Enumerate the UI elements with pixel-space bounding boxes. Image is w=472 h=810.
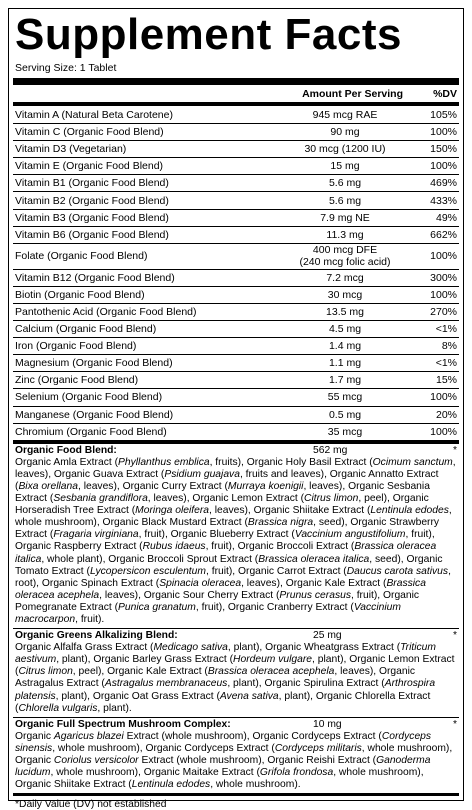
nutrient-amount: 5.6 mg [328,177,362,190]
nutrient-amount: 13.5 mg [326,305,364,318]
blend-dv: * [452,718,457,730]
nutrient-row [13,243,459,269]
blend-header [15,630,457,642]
nutrient-row [13,371,459,388]
nutrient-name: Vitamin E (Organic Food Blend) [15,160,164,173]
nutrient-amount: 5.6 mg [328,194,362,207]
blend-ingredients: Organic Agaricus blazei Extract (whole mushroom), Organic Cordyceps Extract (Cordyceps sinensis, whole mushroom), Organic Cordyceps Extract (Cordyceps militaris, whole mushroom), Organic Coriolus versicolor Extract (whole mushroom), Organic Reishi Extract (Ganoderma lucidum, whole mushroom), Organic Maitake Extract (Grifola frondosa, whole mushroom), Organic Shiitake Extract (Lentinula edodes, whole mushroom). [15,730,453,791]
nutrient-dv: 433% [430,194,457,207]
nutrient-name: Folate (Organic Food Blend) [15,250,148,263]
nutrient-amount: 0.5 mg [328,408,362,421]
nutrient-row [13,157,459,174]
column-header [15,85,457,102]
nutrient-row [13,388,459,405]
nutrient-name: Vitamin B6 (Organic Food Blend) [15,228,169,241]
blend-header [15,719,457,731]
nutrient-dv: 15% [435,374,457,387]
nutrient-name: Vitamin D3 (Vegetarian) [15,143,127,156]
nutrient-name: Vitamin B12 (Organic Food Blend) [15,271,175,284]
nutrient-dv: 300% [430,271,457,284]
nutrient-amount: 11.3 mg [326,228,364,241]
nutrient-name: Magnesium (Organic Food Blend) [15,357,173,370]
blend-amount: 10 mg [313,718,342,730]
nutrient-row [13,174,459,191]
nutrient-dv: 8% [441,340,457,353]
nutrient-row [13,406,459,423]
nutrient-dv: 469% [430,177,457,190]
blend-name: Organic Greens Alkalizing Blend: [15,630,178,642]
blend-section [13,628,459,717]
nutrient-name: Calcium (Organic Food Blend) [15,323,157,336]
nutrient-row [13,191,459,208]
nutrient-dv: 100% [430,425,457,438]
nutrient-row [13,123,459,140]
nutrient-dv: 20% [435,408,457,421]
amount-header: Amount Per Serving [302,87,403,100]
nutrient-dv: 150% [430,143,457,156]
nutrient-row [13,354,459,371]
blend-dv: * [452,630,457,642]
nutrient-row [13,337,459,354]
nutrient-row [13,286,459,303]
nutrient-dv: 100% [430,160,457,173]
nutrient-row [13,226,459,243]
nutrient-amount: 90 mg [330,126,360,139]
nutrient-row [13,209,459,226]
blend-section [13,717,459,794]
nutrient-name: Chromium (Organic Food Blend) [15,425,167,438]
nutrient-amount: 945 mcg RAE [312,108,378,121]
nutrient-name: Zinc (Organic Food Blend) [15,374,139,387]
blend-dv: * [452,444,457,456]
nutrient-dv: 662% [430,228,457,241]
blend-name: Organic Food Blend: [15,444,117,456]
nutrient-dv: 100% [430,288,457,301]
nutrient-amount: 55 mcg [327,391,363,404]
nutrient-dv: 100% [430,250,457,263]
nutrient-amount: 1.4 mg [328,340,362,353]
blend-name: Organic Full Spectrum Mushroom Complex: [15,718,231,730]
blend-section [13,444,459,628]
nutrient-row [13,303,459,320]
nutrient-name: Vitamin C (Organic Food Blend) [15,126,164,139]
nutrient-amount: 30 mcg [327,288,363,301]
nutrient-amount: 15 mg [330,160,360,173]
nutrient-amount: 1.7 mg [328,374,362,387]
nutrient-dv: 49% [435,211,457,224]
dv-header: %DV [433,87,457,100]
blend-amount: 25 mg [313,630,342,642]
blend-amount: 562 mg [313,444,348,456]
nutrient-amount: 7.2 mcg [326,271,364,284]
blend-sections [9,444,463,794]
nutrient-row [13,269,459,286]
nutrient-name: Biotin (Organic Food Blend) [15,288,145,301]
nutrient-name: Vitamin B3 (Organic Food Blend) [15,211,169,224]
nutrient-amount: 35 mcg [327,425,363,438]
supplement-facts-panel [8,8,464,810]
nutrient-row [13,106,459,123]
blend-ingredients: Organic Amla Extract (Phyllanthus emblica, fruits), Organic Holy Basil Extract (Ocimum sanctum, leaves), Organic Guava Extract (Psidium guajava, fruits and leaves), Organic Annatto Extract (Bixa orellana, leaves), Organic Curry Extract (Murraya koenigii, leaves), Organic Sesbania Extract (Sesbania grandiflora, leaves), Organic Lemon Extract (Citrus limon, peel), Organic Horseradish Tree Extract (Moringa oleifera, leaves), Organic Shiitake Extract (Lentinula edodes, whole mushroom), Organic Black Mustard Extract (Brassica nigra, seed), Organic Strawberry Extract (Fragaria virginiana, fruit), Organic Blueberry Extract (Vaccinium angustifolium, fruit), Organic Raspberry Extract (Rubus idaeus, fruit), Organic Broccoli Extract (Brassica oleracea italica, whole plant), Organic Broccoli Sprout Extract (Brassica oleracea italica, seed), Organic Tomato Extract (Lycopersicon esculentum, fruit), Organic Carrot Extract (Daucus carota sativus, root), Organic Spinach Extract (Spinacia oleracea, leaves), Organic Kale Extract (Brassica oleracea acephela, leaves), Organic Sour Cherry Extract (Prunus cerasus, fruit), Organic Pomegranate Extract (Punica granatum, fruit), Organic Cranberry Extract (Vaccinium macrocarpon, fruit). [15,456,456,625]
blend-ingredients: Organic Alfalfa Grass Extract (Medicago sativa, plant), Organic Wheatgrass Extract (Triticum aestivum, plant), Organic Barley Grass Extract (Hordeum vulgare, plant), Organic Lemon Extract (Citrus limon, peel), Organic Kale Extract (Brassica oleracea acephela, leaves), Organic Astragalus Extract (Astragalus membranaceus, plant), Organic Spirulina Extract (Arthrospira platensis, plant), Organic Oat Grass Extract (Avena sativa, plant), Organic Chlorella Extract (Chlorella vulgaris, plant). [15,642,455,714]
nutrient-dv: 105% [430,108,457,121]
nutrient-name: Selenium (Organic Food Blend) [15,391,163,404]
nutrient-row [13,320,459,337]
nutrient-dv: <1% [435,357,457,370]
nutrient-amount: 4.5 mg [328,323,362,336]
nutrient-dv: 270% [430,305,457,318]
nutrient-name: Manganese (Organic Food Blend) [15,408,174,421]
nutrient-table [9,106,463,440]
nutrient-amount: 400 mcg DFE (240 mcg folic acid) [299,244,391,269]
nutrient-row [13,140,459,157]
serving-size: Serving Size: 1 Tablet [15,62,117,74]
nutrient-name: Vitamin B1 (Organic Food Blend) [15,177,169,190]
blend-header [15,445,457,457]
nutrient-name: Vitamin B2 (Organic Food Blend) [15,194,169,207]
nutrient-amount: 7.9 mg NE [320,211,370,224]
nutrient-row [13,423,459,440]
footnote: *Daily Value (DV) not established [13,793,459,810]
nutrient-dv: 100% [430,126,457,139]
nutrient-name: Pantothenic Acid (Organic Food Blend) [15,305,197,318]
nutrient-amount: 1.1 mg [328,357,362,370]
panel-title: Supplement Facts [15,10,402,59]
nutrient-name: Vitamin A (Natural Beta Carotene) [15,108,173,121]
nutrient-amount: 30 mcg (1200 IU) [304,143,386,156]
nutrient-name: Iron (Organic Food Blend) [15,340,137,353]
nutrient-dv: 100% [430,391,457,404]
divider-thick [13,78,459,85]
nutrient-dv: <1% [435,323,457,336]
